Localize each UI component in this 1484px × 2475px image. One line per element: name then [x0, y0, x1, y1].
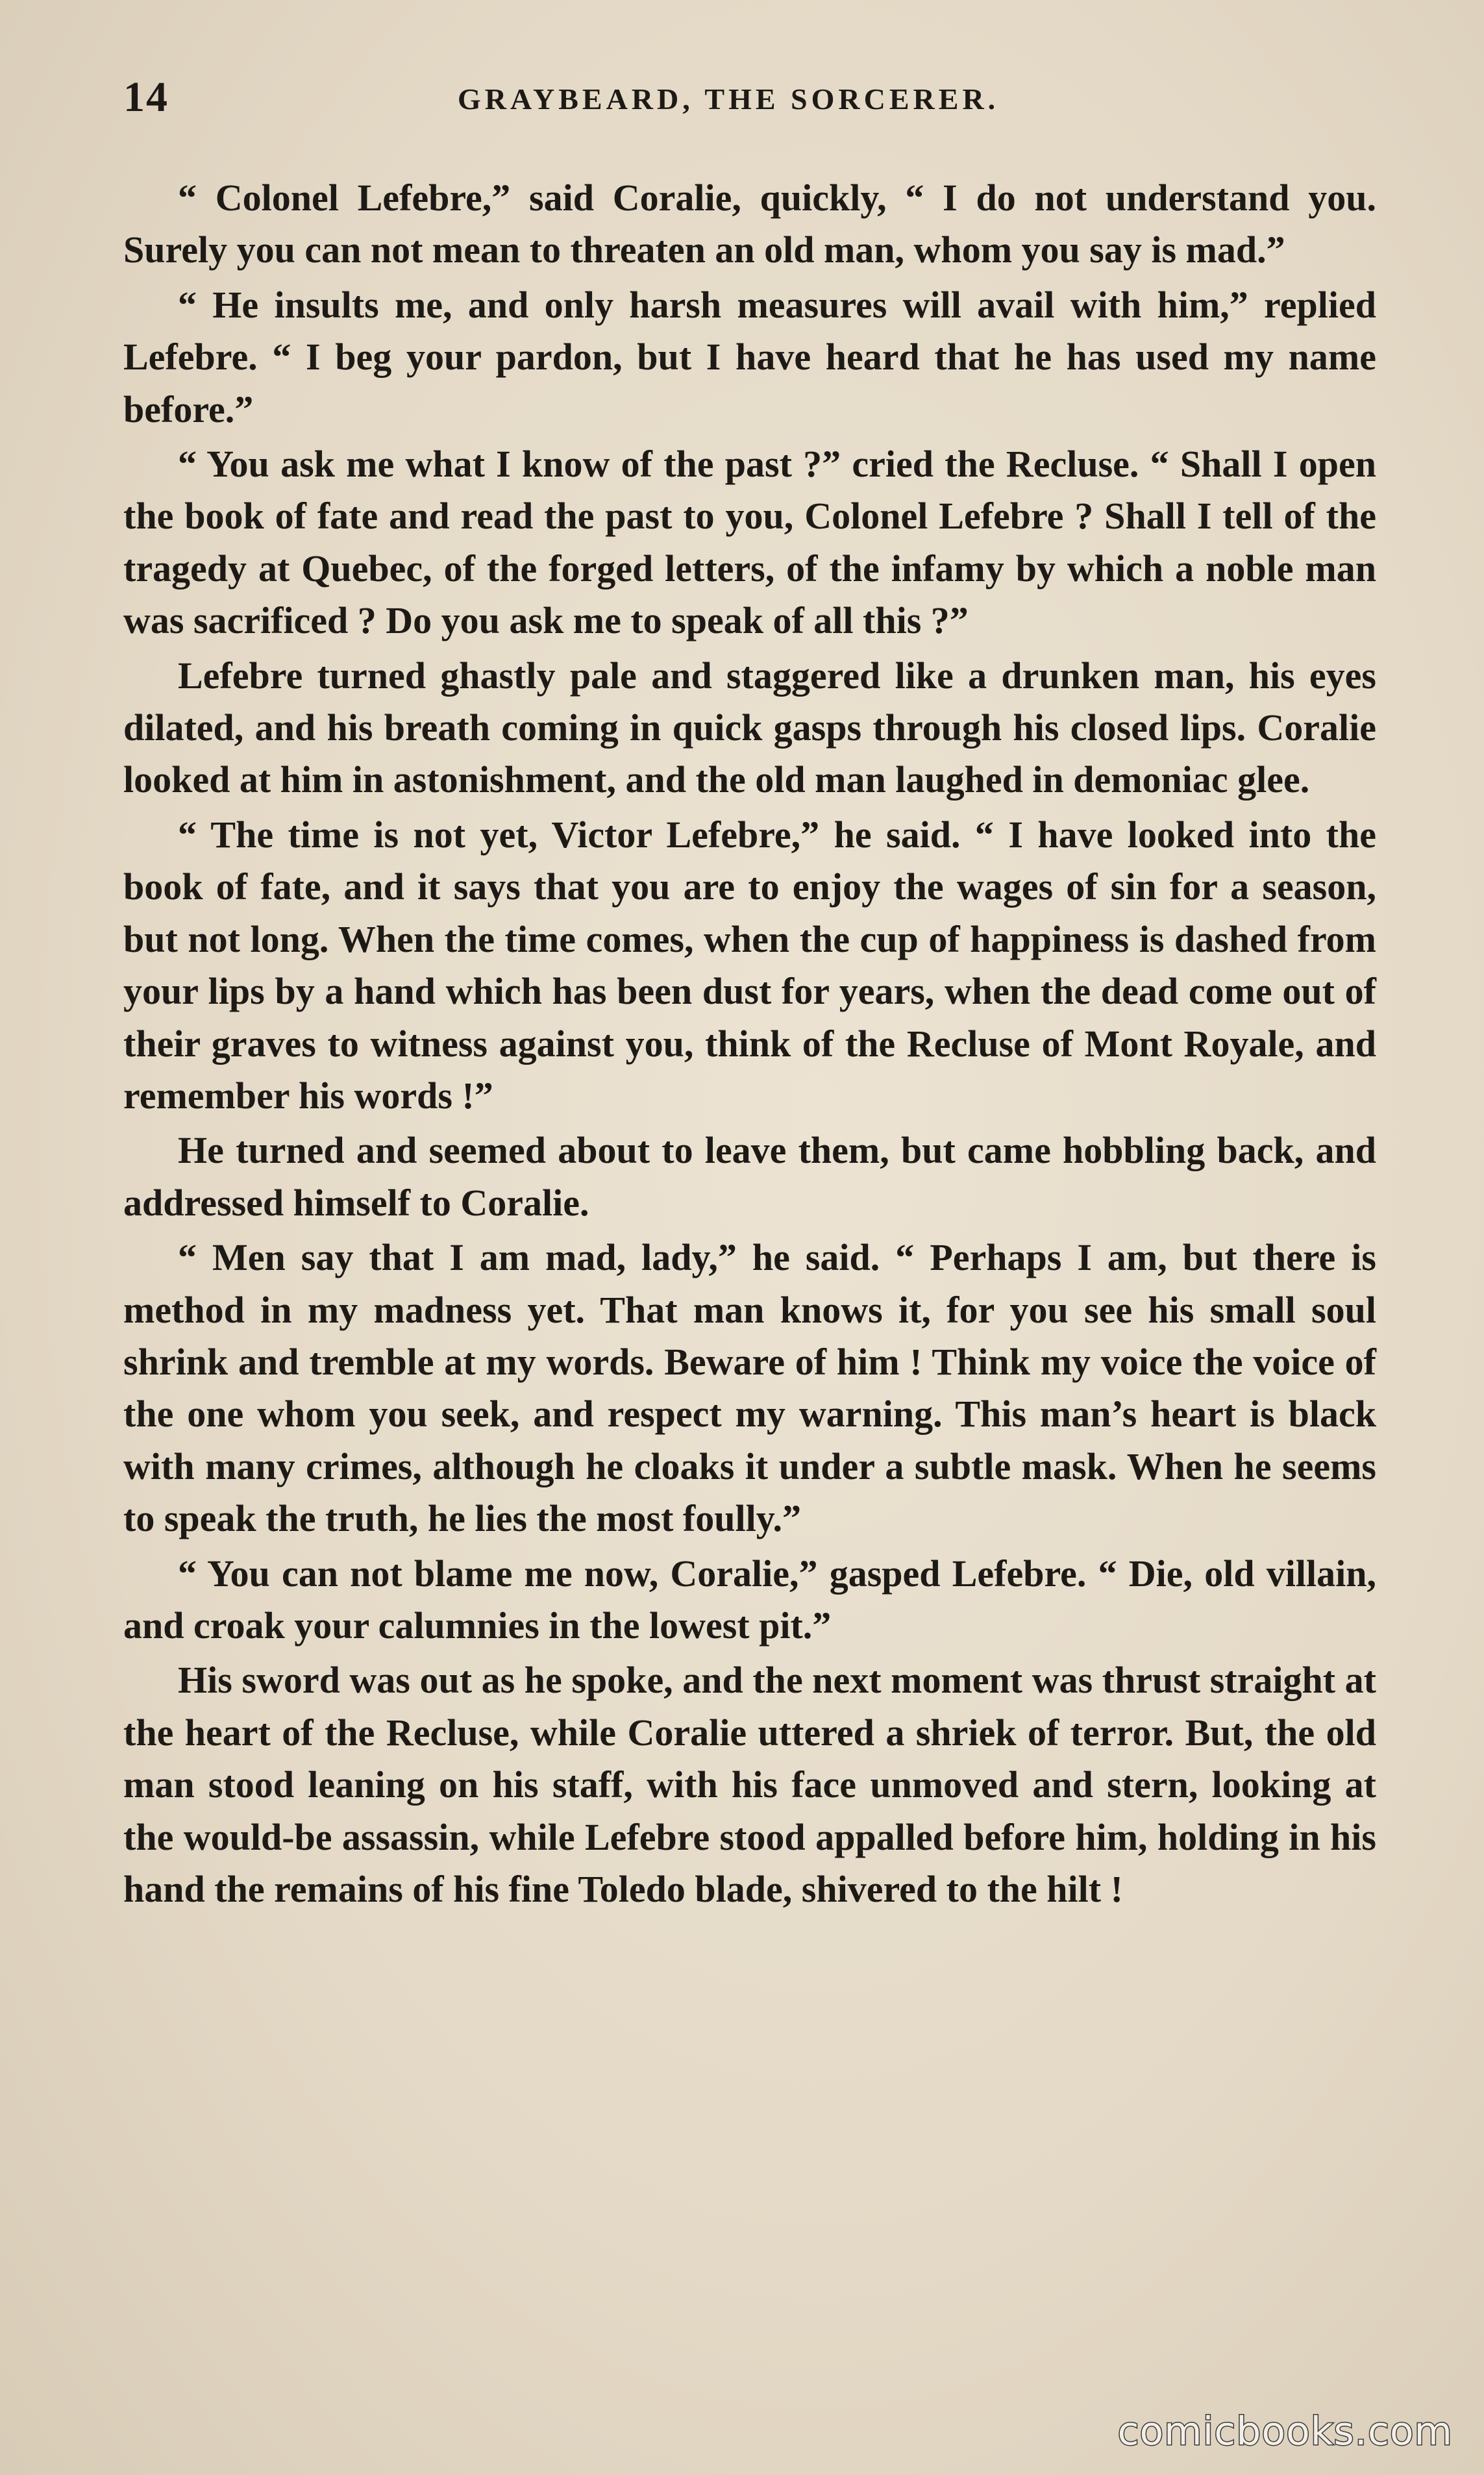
running-title: GRAYBEARD, THE SORCERER. — [458, 82, 1000, 116]
watermark: comicbooks.com — [1117, 2409, 1453, 2454]
paragraph-1: “ Colonel Lefebre,” said Coralie, quickly, “ I do not understand you. Surely you can not mean to threaten an old man, whom you say is mad.” — [123, 177, 1376, 271]
paragraph-8: “ You can not blame me now, Coralie,” gasped Lefebre. “ Die, old villain, and croak your calumnies in the lowest pit.” — [123, 1552, 1376, 1647]
page-number: 14 — [123, 73, 169, 121]
paragraph-7: “ Men say that I am mad, lady,” he said. “ Perhaps I am, but there is method in my madness yet. That man knows it, for you see his small soul shrink and tremble at my words. Beware of him ! Think my voice the voice of the one whom you seek, and respect my warning. This man’s heart is black with many crimes, although he cloaks it under a subtle mask. When he seems to speak the truth, he lies the most foully.” — [123, 1236, 1376, 1540]
paragraph-6: He turned and seemed about to leave them, but came hobbling back, and addressed himself to Coralie. — [123, 1129, 1376, 1224]
paragraph-5: “ The time is not yet, Victor Lefebre,” he said. “ I have looked into the book of fate, and it says that you are to enjoy the wages of sin for a season, but not long. When the time comes, when the cup of happiness is dashed from your lips by a hand which has been dust for years, when the dead come out of their graves to witness against you, think of the Recluse of Mont Royale, and remember his words !” — [123, 813, 1376, 1117]
paragraph-9: His sword was out as he spoke, and the next moment was thrust straight at the heart of the Recluse, while Coralie uttered a shriek of terror. But, the old man stood leaning on his staff, with his face unmoved and stern, looking at the would-be assassin, while Lefebre stood appalled before him, holding in his hand the remains of his fine Toledo blade, shivered to the hilt ! — [123, 1659, 1376, 1910]
paragraph-3: “ You ask me what I know of the past ?” cried the Recluse. “ Shall I open the book of fate and read the past to you, Colonel Lefebre ? Shall I tell of the tragedy at Quebec, of the forged letters, of the infamy by which a noble man was sacrificed ? Do you ask me to speak of all this ?” — [123, 443, 1376, 642]
paragraph-4: Lefebre turned ghastly pale and staggered like a drunken man, his eyes dilated, and his breath coming in quick gasps through his closed lips. Coralie looked at him in astonishment, and the old man laughed in demoniac glee. — [123, 654, 1376, 801]
paragraph-2: “ He insults me, and only harsh measures will avail with him,” replied Lefebre. “ I beg your pardon, but I have heard that he has used my name before.” — [123, 283, 1376, 430]
body-text — [123, 172, 1376, 1918]
page-header — [123, 73, 1370, 131]
